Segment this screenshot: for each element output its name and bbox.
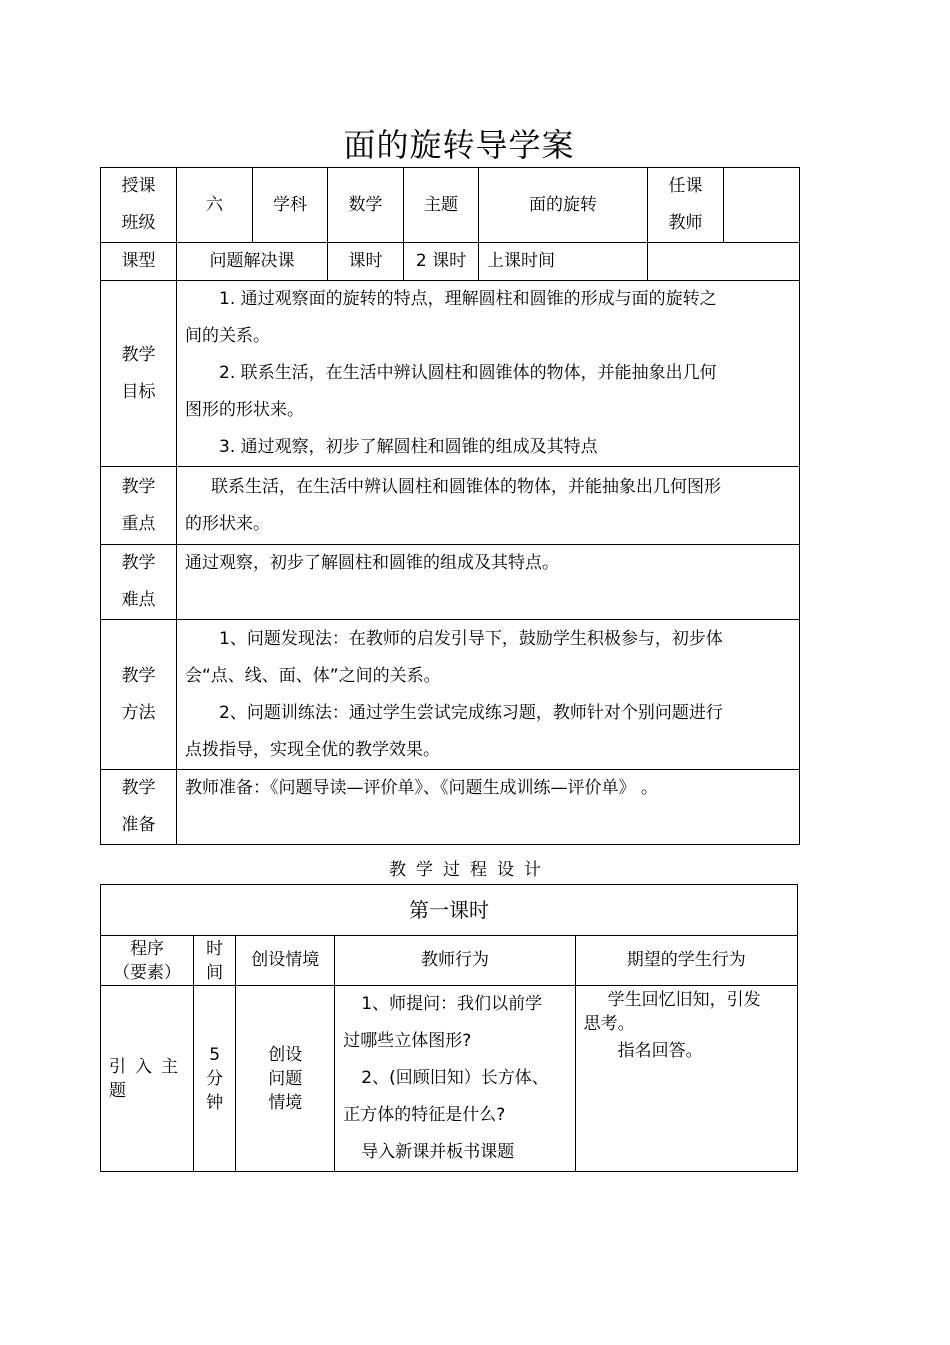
subject-label: 学科 bbox=[253, 168, 328, 243]
method-label-cell bbox=[101, 620, 177, 770]
teacher-label-1: 任课 bbox=[668, 176, 703, 196]
header-time-1: 时 bbox=[206, 938, 224, 959]
goal-1b: 间的关系。 bbox=[185, 326, 270, 346]
goal-3: 3. 通过观察，初步了解圆柱和圆锥的组成及其特点 bbox=[219, 437, 598, 457]
class-label-1: 授课 bbox=[121, 176, 156, 196]
method-1b: 会“点、线、面、体”之间的关系。 bbox=[185, 665, 441, 686]
class-value: 六 bbox=[177, 168, 253, 243]
key-label-1: 教学 bbox=[121, 476, 156, 497]
teacher-3: 导入新课并板书课题 bbox=[361, 1142, 515, 1162]
prep-label-2: 准备 bbox=[121, 815, 156, 835]
method-2a: 2、问题训练法：通过学生尝试完成练习题，教师针对个别问题进行 bbox=[219, 702, 723, 723]
method-label-1: 教学 bbox=[121, 665, 156, 686]
row-scene-1: 创设 bbox=[268, 1044, 303, 1065]
method-1a: 1、问题发现法：在教师的启发引导下，鼓励学生积极参与，初步体 bbox=[219, 628, 723, 649]
prep-label-1: 教学 bbox=[121, 778, 156, 798]
prep-content bbox=[177, 770, 800, 845]
key-line-b: 的形状来。 bbox=[185, 513, 270, 534]
goals-label-2: 目标 bbox=[121, 381, 156, 402]
prep-label-cell bbox=[101, 770, 177, 845]
student-1b: 思考。 bbox=[583, 1014, 635, 1034]
key-label-cell bbox=[101, 467, 177, 545]
time-label: 上课时间 bbox=[479, 243, 648, 281]
method-2b: 点拨指导，实现全优的教学效果。 bbox=[185, 739, 440, 760]
row-scene bbox=[236, 986, 335, 1172]
prep-text: 教师准备：《问题导读—评价单》、《问题生成训练—评价单》 。 bbox=[185, 778, 658, 798]
class-label-cell bbox=[101, 168, 177, 243]
row-time-2: 分 bbox=[206, 1068, 224, 1089]
lesson-title: 第一课时 bbox=[101, 885, 798, 936]
goals-label-cell bbox=[101, 281, 177, 467]
goals-label-1: 教学 bbox=[121, 344, 156, 365]
lesson-info-table bbox=[100, 167, 800, 845]
difficulty-label-cell bbox=[101, 545, 177, 620]
header-time bbox=[194, 936, 236, 986]
header-step bbox=[101, 936, 194, 986]
goal-2a: 2. 联系生活，在生活中辨认圆柱和圆锥体的物体，并能抽象出几何 bbox=[219, 363, 717, 383]
difficulty-content bbox=[177, 545, 800, 620]
key-line-a: 联系生活，在生活中辨认圆柱和圆锥体的物体，并能抽象出几何图形 bbox=[211, 476, 721, 497]
method-content bbox=[177, 620, 800, 770]
row-step bbox=[101, 986, 194, 1172]
header-step-2: （要素） bbox=[113, 962, 182, 983]
goal-2b: 图形的形状来。 bbox=[185, 400, 304, 420]
class-label-2: 班级 bbox=[121, 213, 156, 233]
row-scene-3: 情境 bbox=[268, 1092, 303, 1113]
row-step-1: 引入主 bbox=[109, 1056, 187, 1077]
difficulty-label-2: 难点 bbox=[121, 590, 156, 610]
teacher-label-2: 教师 bbox=[668, 213, 703, 233]
student-1a: 学生回忆旧知，引发 bbox=[607, 990, 761, 1010]
subject-value: 数学 bbox=[328, 168, 404, 243]
row-time-3: 钟 bbox=[206, 1092, 224, 1113]
page-title: 面的旋转导学案 bbox=[343, 126, 575, 164]
header-teacher: 教师行为 bbox=[335, 936, 575, 986]
teacher-2a: 2、(回顾旧知）长方体、 bbox=[361, 1068, 549, 1088]
row-time-1: 5 bbox=[209, 1044, 221, 1065]
hours-label: 课时 bbox=[328, 243, 404, 281]
lesson-process-table bbox=[100, 884, 798, 1172]
student-2: 指名回答。 bbox=[617, 1041, 703, 1061]
key-label-2: 重点 bbox=[121, 513, 156, 534]
row-step-2: 题 bbox=[109, 1080, 126, 1101]
teacher-label-cell bbox=[648, 168, 724, 243]
row-time bbox=[194, 986, 236, 1172]
teacher-2b: 正方体的特征是什么? bbox=[343, 1105, 506, 1125]
header-time-2: 间 bbox=[206, 962, 224, 983]
row-scene-2: 问题 bbox=[268, 1068, 303, 1089]
method-label-2: 方法 bbox=[121, 702, 156, 723]
header-step-1: 程序 bbox=[130, 938, 165, 959]
key-content bbox=[177, 467, 800, 545]
difficulty-label-1: 教学 bbox=[121, 553, 156, 573]
topic-label: 主题 bbox=[404, 168, 479, 243]
row-teacher bbox=[335, 986, 575, 1172]
topic-value: 面的旋转 bbox=[479, 168, 648, 243]
goal-1a: 1. 通过观察面的旋转的特点，理解圆柱和圆锥的形成与面的旋转之 bbox=[219, 289, 717, 309]
teacher-1b: 过哪些立体图形? bbox=[343, 1031, 472, 1051]
type-value: 问题解决课 bbox=[177, 243, 328, 281]
row-student bbox=[575, 986, 797, 1172]
hours-value: 2 课时 bbox=[404, 243, 479, 281]
header-student: 期望的学生行为 bbox=[575, 936, 797, 986]
teacher-1a: 1、师提问：我们以前学 bbox=[361, 994, 543, 1014]
difficulty-text: 通过观察，初步了解圆柱和圆锥的组成及其特点。 bbox=[185, 553, 559, 573]
time-value bbox=[648, 243, 800, 281]
teacher-value bbox=[724, 168, 800, 243]
type-label: 课型 bbox=[101, 243, 177, 281]
process-title: 教学过程设计 bbox=[389, 860, 551, 880]
header-scene: 创设情境 bbox=[236, 936, 335, 986]
goals-content bbox=[177, 281, 800, 467]
